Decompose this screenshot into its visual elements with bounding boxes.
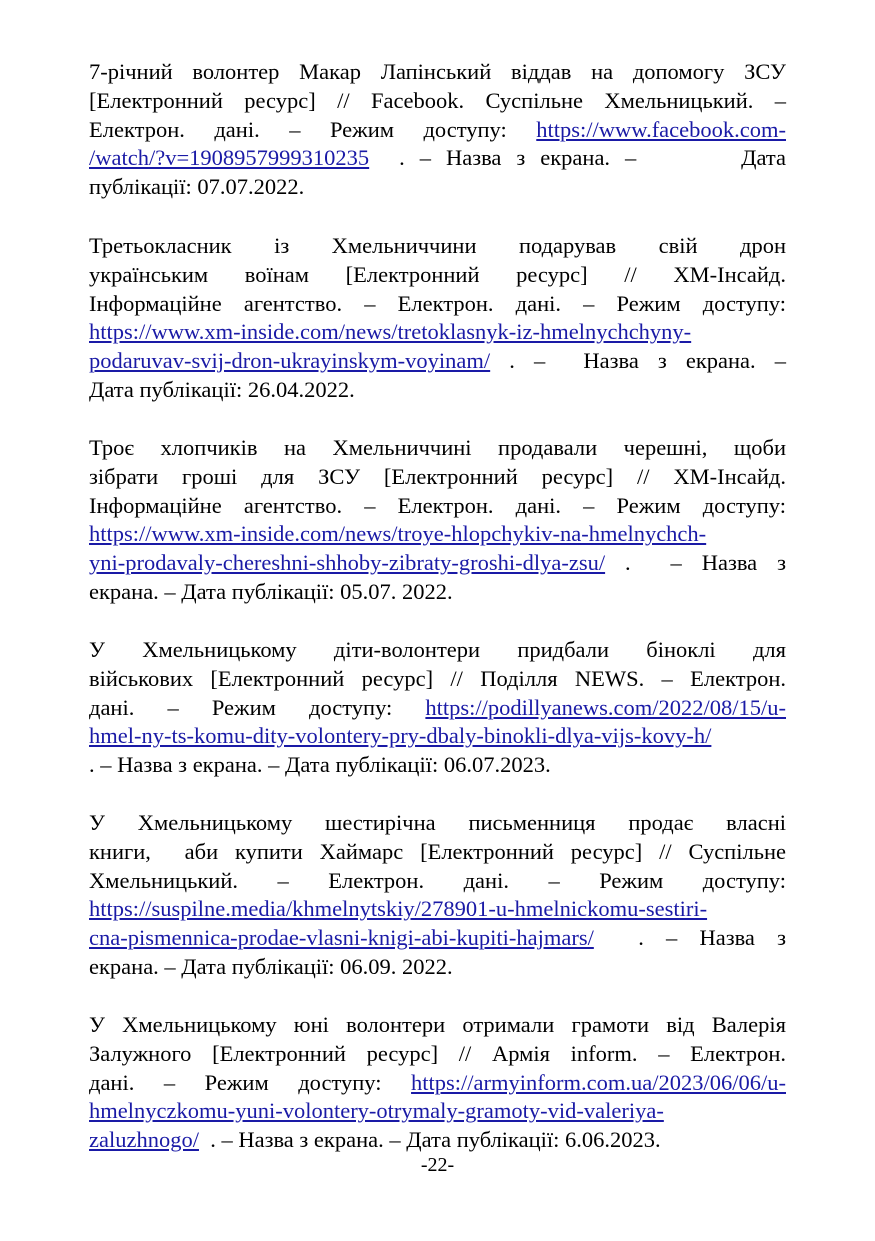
entry-text: Інформаційне агентство. – Електрон. дані. – Режим доступу:	[89, 290, 786, 316]
entry-text: зібрати гроші для ЗСУ [Електронний ресурс] // ХМ-Інсайд.	[89, 463, 786, 489]
entry-text: українським воїнам [Електронний ресурс] // ХМ-Інсайд.	[89, 261, 786, 287]
bibliography-entry	[89, 1011, 786, 1155]
entry-line	[89, 492, 786, 521]
entry-line	[89, 694, 786, 723]
entry-line	[89, 751, 786, 780]
entry-line	[89, 173, 786, 202]
entry-line	[89, 318, 786, 347]
entry-text: . – Назва з екрана. – Дата	[369, 145, 786, 171]
entry-text: Хмельницький. – Електрон. дані. – Режим доступу:	[89, 867, 786, 893]
entry-text: Електрон. дані. – Режим доступу:	[89, 116, 537, 142]
entry-line	[89, 549, 786, 578]
entry-url-link[interactable]: https://podillyanews.com/2022/08/15/u-	[425, 694, 786, 720]
entry-text: Залужного [Електронний ресурс] // Армія inform. – Електрон.	[89, 1040, 786, 1066]
entry-url-link[interactable]: hmel-ny-ts-komu-dity-volontery-pry-dbaly-binokli-dlya-vijs-kovy-h/	[89, 723, 712, 749]
entry-url-link[interactable]: hmelnyczkomu-yuni-volontery-otrymaly-gramoty-vid-valeriya-	[89, 1098, 664, 1124]
entry-text: [Електронний ресурс] // Facebook. Суспільне Хмельницький. –	[89, 87, 786, 113]
entry-line	[89, 1011, 786, 1040]
entry-line	[89, 434, 786, 463]
entry-line	[89, 578, 786, 607]
bibliography-entry	[89, 58, 786, 202]
entry-line	[89, 290, 786, 319]
entry-line	[89, 347, 786, 376]
entry-url-link[interactable]: cna-pismennica-prodae-vlasni-knigi-abi-kupiti-hajmars/	[89, 925, 594, 951]
entry-line	[89, 1097, 786, 1126]
entry-text: Дата публікації: 26.04.2022.	[89, 376, 355, 402]
entry-text: У Хмельницькому діти-волонтери придбали біноклі для	[89, 637, 786, 662]
entry-line	[89, 463, 786, 492]
entry-line	[89, 520, 786, 549]
entry-line	[89, 924, 786, 953]
entry-text: . – Назва з	[593, 925, 786, 951]
bibliography-entry	[89, 232, 786, 405]
entry-url-link[interactable]: https://suspilne.media/khmelnytskiy/278901-u-hmelnickomu-sestiri-	[89, 896, 708, 922]
entry-line	[89, 722, 786, 751]
page-number: -22-	[420, 1154, 455, 1176]
entry-line	[89, 953, 786, 982]
entry-text: 7-річний волонтер Макар Лапінський віддав на допомогу ЗСУ	[89, 59, 786, 84]
bibliography-entry	[89, 809, 786, 982]
entry-line	[89, 665, 786, 694]
entry-text: дані. – Режим доступу:	[89, 694, 426, 720]
entry-line	[89, 376, 786, 405]
bibliography-entry	[89, 434, 786, 607]
entry-text: військових [Електронний ресурс] // Поділля NEWS. – Електрон.	[89, 665, 786, 691]
entry-text: Третьокласник із Хмельниччини подарував свій дрон	[89, 233, 786, 258]
entry-line	[89, 1069, 786, 1098]
entry-url-link[interactable]: https://armyinform.com.ua/2023/06/06/u-	[411, 1069, 786, 1095]
entry-line	[89, 636, 786, 665]
entry-url-link[interactable]: https://www.facebook.com-	[536, 116, 786, 142]
entry-line	[89, 1126, 786, 1155]
entry-line	[89, 58, 786, 87]
entry-text: книги, аби купити Хаймарс [Електронний ресурс] // Суспільне	[89, 838, 786, 864]
entry-text: . – Назва з екрана. – Дата публікації: 6.06.2023.	[198, 1127, 661, 1153]
entry-text: . – Назва з	[605, 550, 786, 576]
entry-line	[89, 87, 786, 116]
entry-text: екрана. – Дата публікації: 06.09. 2022.	[89, 953, 453, 979]
bibliography-entry	[89, 636, 786, 780]
entry-line	[89, 144, 786, 173]
entry-url-link[interactable]: zaluzhnogo/	[89, 1127, 199, 1153]
entry-line	[89, 838, 786, 867]
entry-line	[89, 809, 786, 838]
entry-text: дані. – Режим доступу:	[89, 1069, 412, 1095]
entry-text: . – Назва з екрана. – Дата публікації: 06.07.2023.	[89, 752, 551, 778]
entry-line	[89, 867, 786, 896]
entry-text: . – Назва з екрана. –	[490, 348, 786, 374]
entry-line	[89, 1040, 786, 1069]
entry-url-link[interactable]: /watch/?v=1908957999310235	[89, 145, 370, 171]
entry-url-link[interactable]: podaruvav-svij-dron-ukrayinskym-voyinam/	[89, 348, 491, 374]
entry-line	[89, 232, 786, 261]
entry-text: Інформаційне агентство. – Електрон. дані. – Режим доступу:	[89, 492, 786, 518]
entry-url-link[interactable]: https://www.xm-inside.com/news/tretoklasnyk-iz-hmelnychchyny-	[89, 319, 692, 345]
entry-text: Троє хлопчиків на Хмельниччині продавали черешні, щоби	[89, 435, 786, 460]
entry-url-link[interactable]: yni-prodavaly-chereshni-shhoby-zibraty-groshi-dlya-zsu/	[89, 550, 606, 576]
entry-line	[89, 116, 786, 145]
entry-text: публікації: 07.07.2022.	[89, 174, 305, 200]
entry-line	[89, 261, 786, 290]
entry-text: екрана. – Дата публікації: 05.07. 2022.	[89, 578, 453, 604]
entry-text: У Хмельницькому шестирічна письменниця продає власні	[89, 810, 786, 835]
entry-url-link[interactable]: https://www.xm-inside.com/news/troye-hlopchykiv-na-hmelnychch-	[89, 521, 707, 547]
entry-line	[89, 895, 786, 924]
entry-text: У Хмельницькому юні волонтери отримали грамоти від Валерія	[89, 1012, 786, 1037]
